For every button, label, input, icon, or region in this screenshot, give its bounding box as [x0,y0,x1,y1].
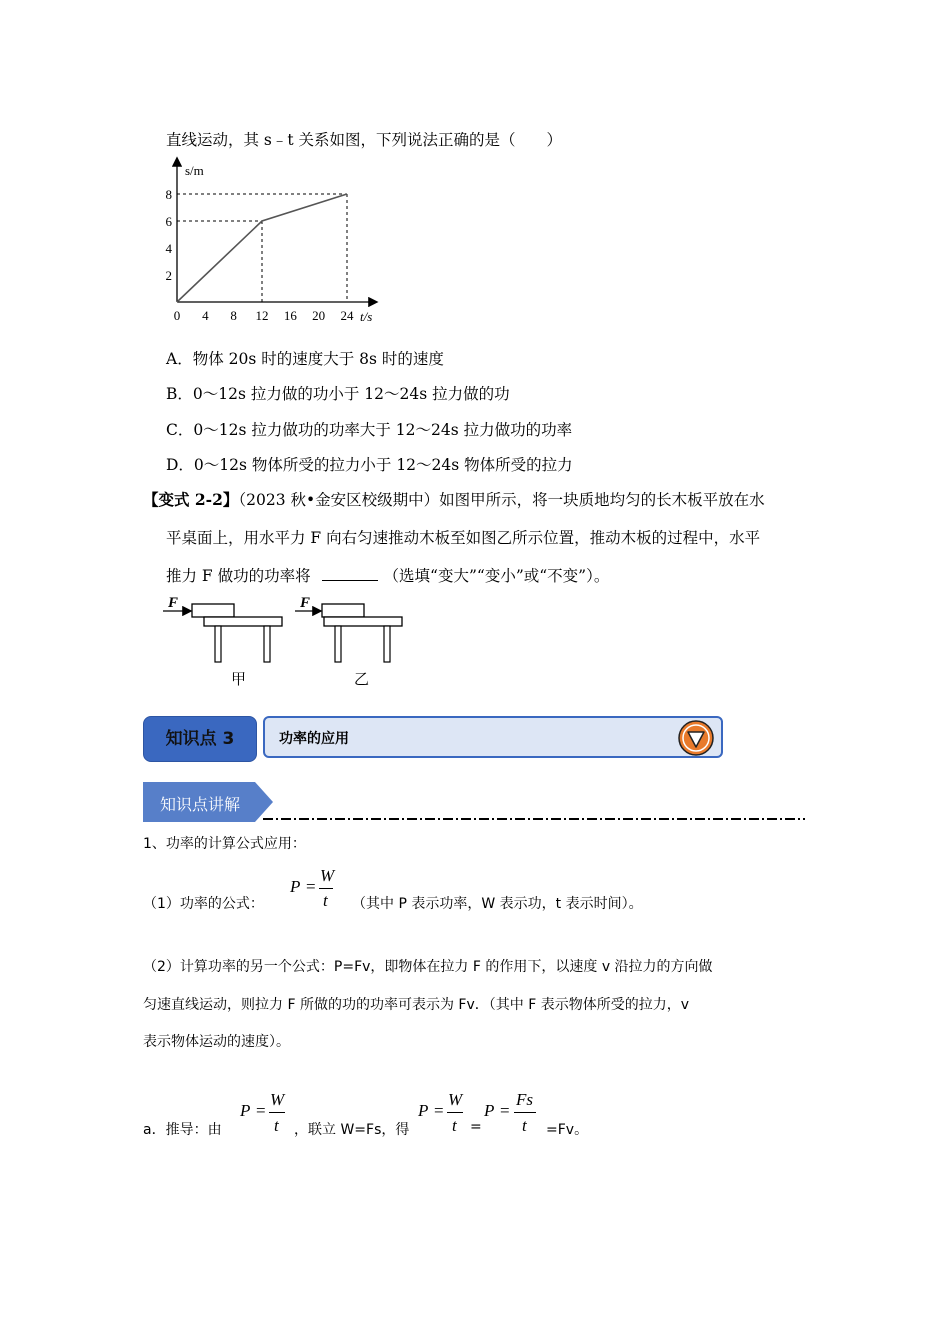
body-p1: 1、功率的计算公式应用： [143,836,306,852]
section-title-text: 功率的应用 [279,731,349,747]
option-a: A．物体 20s 时的速度大于 8s 时的速度 [166,350,444,368]
force-label-b: F [300,595,311,611]
option-d: D．0～12s 物体所受的拉力小于 12～24s 物体所受的拉力 [166,456,573,474]
subheader-ribbon [143,782,808,824]
x-tick-label: 16 [283,308,297,323]
label-jia: 甲 [231,670,247,688]
x-tick-label: 20 [312,308,326,323]
x-tick-label: 24 [340,308,354,323]
variant-line2: 平桌面上，用水平力 F 向右匀速推动木板至如图乙所示位置，推动木板的过程中，水平 [166,529,761,547]
figure-a [163,595,282,688]
tabletop-b [324,617,402,626]
force-label-a: F [168,595,179,611]
body-p3-line1: （2）计算功率的另一个公式：P=Fv，即物体在拉力 F 的作用下，以速度 v 沿拉力的方向做 [143,959,713,975]
section-title [263,716,723,758]
answer-blank[interactable] [322,566,378,581]
y-axis-label: s/m [185,163,204,178]
body-p3-line2: 匀速直线运动，则拉力 F 所做的功的功率可表示为 Fv．（其中 F 表示物体所受的拉力，v [143,997,689,1013]
x-tick-label: 12 [255,308,269,323]
body-p2-prefix: （1）功率的公式： [143,896,264,912]
option-b: B．0～12s 拉力做的功小于 12～24s 拉力做的功 [166,385,510,403]
variant-text3b: （选填“变大”“变小”或“不变”）。 [383,567,610,585]
x-tick-label: 0 [173,308,181,323]
y-tick-label: 4 [165,241,172,256]
body-p2-suffix: （其中 P 表示功率，W 表示功，t 表示时间）。 [352,896,643,912]
body-p3-line3: 表示物体运动的速度）。 [143,1034,290,1050]
board-a [192,604,234,617]
derivation-end: =Fv。 [546,1122,589,1138]
variant-text1: （2023 秋•金安区校级期中）如图甲所示，将一块质地均匀的长木板平放在水 [238,491,765,509]
label-yi: 乙 [354,670,370,688]
board-b [322,604,364,617]
variant-line3 [166,564,609,586]
variant-text3a: 推力 F 做功的功率将 [166,567,311,585]
tabletop-a [204,617,282,626]
option-c: C．0～12s 拉力做功的功率大于 12～24s 拉力做功的功率 [166,421,573,439]
variant-line1 [143,488,765,510]
y-tick-label: 2 [165,268,172,283]
derivation-eq: = [470,1119,482,1135]
question-intro: 直线运动，其 s﹣t 关系如图，下列说法正确的是（ ） [166,131,563,149]
table-figures [160,592,420,692]
y-tick-label: 6 [165,214,172,229]
x-tick-label: 8 [230,308,237,323]
x-tick-label: 4 [202,308,209,323]
formula-derive-2: P = W t [418,1090,463,1135]
formula-derive-1: P = W t [240,1090,285,1135]
derivation-mid: ，联立 W=Fs，得 [294,1122,410,1138]
derivation-prefix: a．推导：由 [143,1122,222,1138]
x-axis-label: t/s [360,309,373,324]
section-badge: 知识点 3 [143,716,257,762]
formula-power: P = W t [290,866,335,910]
s-t-chart [160,155,400,330]
collapse-toggle-icon[interactable] [677,719,717,759]
formula-derive-3: P = Fs t [484,1090,544,1140]
subheader-label: 知识点讲解 [160,795,241,814]
variant-tag: 【变式 2-2】 [143,490,239,509]
y-tick-label: 8 [165,187,172,202]
figure-b [295,595,402,688]
